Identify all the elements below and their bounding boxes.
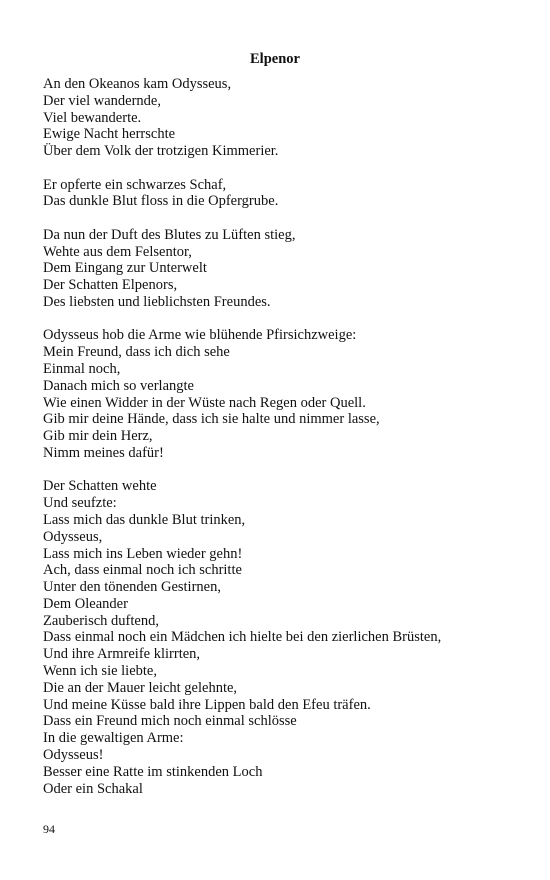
poem-title: Elpenor: [250, 51, 300, 67]
stanza: [43, 478, 523, 797]
poem-line: Er opferte ein schwarzes Schaf,: [43, 176, 227, 193]
poem-line: Wehte aus dem Felsentor,: [43, 243, 192, 260]
poem-line: In die gewaltigen Arme:: [43, 730, 184, 747]
poem-line: Mein Freund, dass ich dich sehe: [43, 344, 230, 361]
poem-line: Wie einen Widder in der Wüste nach Regen oder Quell.: [43, 394, 366, 411]
poem-line: Und seufzte:: [43, 495, 117, 512]
stanza: [43, 227, 523, 311]
poem-line: Zauberisch duftend,: [43, 612, 159, 629]
poem-line: Odysseus hob die Arme wie blühende Pfirsichzweige:: [43, 327, 357, 344]
poem-line: Der Schatten Elpenors,: [43, 277, 178, 294]
stanza: [43, 327, 523, 461]
poem-line: Dem Eingang zur Unterwelt: [43, 260, 207, 277]
poem-line: Lass mich das dunkle Blut trinken,: [43, 511, 246, 528]
poem-line: Gib mir deine Hände, dass ich sie halte und nimmer lasse,: [43, 411, 380, 428]
poem-line: Da nun der Duft des Blutes zu Lüften stieg,: [43, 226, 296, 243]
poem-line: Der viel wandernde,: [43, 92, 161, 109]
poem-line: Und meine Küsse bald ihre Lippen bald den Efeu träfen.: [43, 696, 371, 713]
poem-line: Und ihre Armreife klirrten,: [43, 646, 201, 663]
poem-line: Der Schatten wehte: [43, 478, 157, 495]
poem-line: Dass einmal noch ein Mädchen ich hielte bei den zierlichen Brüsten,: [43, 629, 442, 646]
poem-line: Ach, dass einmal noch ich schritte: [43, 562, 242, 579]
poem-line: An den Okeanos kam Odysseus,: [43, 76, 232, 92]
poem-line: Besser eine Ratte im stinkenden Loch: [43, 763, 263, 780]
poem-line: Nimm meines dafür!: [43, 444, 164, 461]
poem-line: Ewige Nacht herrschte: [43, 126, 176, 143]
poem-body: [43, 76, 523, 814]
poem-line: Einmal noch,: [43, 360, 121, 377]
page-number: 94: [43, 822, 55, 836]
poem-line: Dem Oleander: [43, 595, 128, 612]
poem-line: Gib mir dein Herz,: [43, 428, 153, 445]
poem-line: Die an der Mauer leicht gelehnte,: [43, 679, 238, 696]
poem-line: Odysseus,: [43, 528, 103, 545]
poem-line: Das dunkle Blut floss in die Opfergrube.: [43, 193, 279, 210]
poem-line: Lass mich ins Leben wieder gehn!: [43, 545, 243, 562]
poem-line: Oder ein Schakal: [43, 780, 143, 797]
poem-line: Über dem Volk der trotzigen Kimmerier.: [43, 143, 279, 160]
poem-line: Unter den tönenden Gestirnen,: [43, 579, 221, 596]
poem-line: Dass ein Freund mich noch einmal schlösse: [43, 713, 297, 730]
stanza: [43, 76, 523, 160]
poem-line: Wenn ich sie liebte,: [43, 663, 157, 680]
poem-line: Odysseus!: [43, 747, 104, 764]
poem-line: Des liebsten und lieblichsten Freundes.: [43, 293, 271, 310]
poem-line: Viel bewanderte.: [43, 109, 142, 126]
stanza: [43, 177, 523, 211]
poem-line: Danach mich so verlangte: [43, 377, 194, 394]
